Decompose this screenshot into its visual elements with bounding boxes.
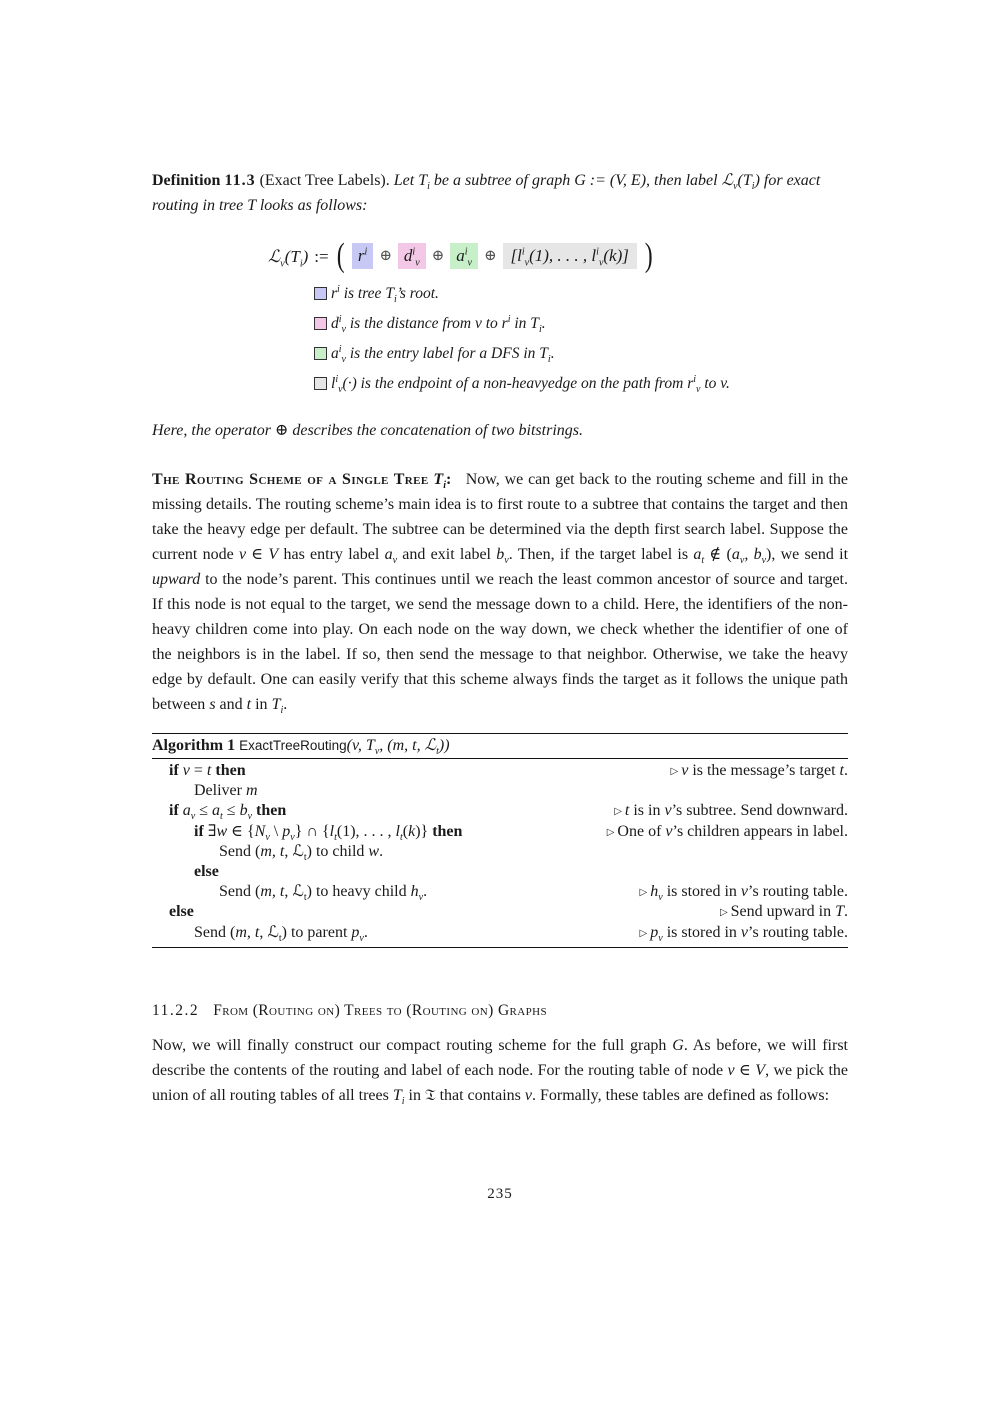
section-paragraph: Now, we will finally construct our compact routing scheme for the full graph G. As before, we will first describe the contents of the routing and label of each node. For the routing table of node v ∈ V, we pick the union of all routing tables of all trees $T_i$ in 𝔗 that contains v. Formally, these tables are defined as follows: [152, 1036, 849, 1107]
algorithm-label: Algorithm [152, 737, 224, 754]
formula-endpoints-term: [$l^i_v(1)$, . . . , $l^i_v(k)$] [503, 243, 637, 269]
definition-intro-4: for exact routing in tree [152, 172, 821, 214]
formula-entry-term: $a^i_v$ [450, 243, 478, 269]
legend-swatch-blue [314, 287, 327, 300]
definition-intro-1: Let [393, 172, 415, 189]
legend-item-root: $r^i$ is tree $T_i’s$ root. [314, 278, 848, 308]
formula-legend [314, 278, 848, 398]
formula-open-paren: ( [336, 237, 345, 274]
formula-distance-term: $d^i_v$ [398, 243, 426, 269]
label-formula [268, 236, 848, 276]
algorithm-box [152, 733, 848, 948]
section-title: From (Routing on) Trees to (Routing on) Graphs [213, 1001, 548, 1019]
legend-swatch-gray [314, 377, 327, 390]
section-heading [152, 998, 848, 1023]
definition-label: Definition [152, 172, 221, 189]
algorithm-line: Send (m, t, ℒ$_t$) to child w. [219, 842, 384, 863]
definition-note: Here, the operator ⊕ describes the concatenation of two bitstrings. [152, 422, 583, 439]
algorithm-line: Deliver m [194, 782, 258, 800]
algorithm-header: Algorithm 1 ExactTreeRouting(v, $T_v$, (m, t, ℒ$_t$)) [152, 734, 848, 759]
algorithm-line: if $a_v \le a_t \le b_v$ then ▷ t is in v’s subtree. Send downward. [169, 802, 848, 823]
algorithm-line: else [194, 862, 219, 880]
concat-operator: ⊕ [431, 247, 445, 264]
definition-block [152, 168, 848, 443]
legend-swatch-pink [314, 317, 327, 330]
formula-close-paren: ) [644, 237, 653, 274]
definition-intro-3: then label [654, 172, 718, 189]
section-number: 11.2.2 [152, 1001, 200, 1019]
formula-def-symbol: := [314, 246, 329, 266]
legend-swatch-green [314, 347, 327, 360]
algorithm-line: if v = t then ▷ v is the message’s target t. [169, 762, 848, 779]
algorithm-name: ExactTreeRouting [239, 738, 347, 753]
concat-operator: ⊕ [379, 247, 392, 264]
legend-item-entry: $a^i_v$ is the entry label for a DFS in $T_i$. [314, 338, 848, 368]
algorithm-body [152, 759, 848, 947]
algorithm-line: Send (m, t, ℒ$_t$) to heavy child $h_v$. ▷ $h_v$ is stored in v’s routing table. [219, 883, 848, 904]
formula-root-term: $r^i$ [352, 243, 373, 269]
concat-operator: ⊕ [483, 247, 497, 264]
algorithm-number: 1 [227, 737, 236, 754]
definition-intro-2: be a subtree of graph [433, 172, 571, 189]
legend-item-endpoint: $l^i_v(\cdot)$ is the endpoint of a non-heavyedge on the path from $r^i_v$ to v. [314, 368, 848, 398]
legend-item-distance: $d^i_v$ is the distance from v to $r^i$ in $T_i$. [314, 308, 848, 338]
definition-number: 11.3 [224, 172, 256, 189]
definition-name: (Exact Tree Labels). [259, 172, 390, 189]
routing-scheme-paragraph: The Routing Scheme of a Single Tree $T_i$: Now, we can get back to the routing scheme and fill in the missing details. The routing scheme’s main idea is to first route to a subtree that contains the target and then take the heavy edge per default. The subtree can be determined via the depth first search label. Suppose the current node v ∈ V has entry label $a_v$ and exit label $b_v$. Then, if the target label is $a_t$ ∉ ($a_v$, $b_v$), we send it upward to the node’s parent. This continues until we reach the least common ancestor of source and target. If this node is not equal to the target, we send the message down to a child. Here, the identifiers of the non-heavy children come into play. On each node on the way down, we check whether the identifier of one of the neighbors is in the label. If so, then send the message to that neighbor. Otherwise, we take the heavy edge by default. One can easily verify that this scheme always finds the target as it follows the unique path between s and t in $T_i$. [152, 471, 849, 717]
definition-intro-5: looks as follows: [259, 197, 368, 214]
algorithm-line: if ∃w ∈ {$N_v$ \ $p_v$} ∩ {$l_t(1)$, . . . , $l_t(k)$} then ▷ One of v’s children appears in label. [194, 822, 848, 843]
formula-lhs: $ℒ_v(T_i)$ [268, 246, 309, 269]
page-content [152, 168, 848, 1108]
definition-statement: Definition 11.3 (Exact Tree Labels). Let $T_i$ be a subtree of graph G := (V, E), then label $ℒ_v(T_i)$ for exact routing in tree T looks as follows: [152, 172, 821, 214]
routing-scheme-title: The Routing Scheme of a Single Tree [152, 471, 429, 488]
algorithm-line: else ▷ Send upward in T. [169, 903, 848, 921]
page-number: 235 [487, 1186, 513, 1202]
algorithm-line: Send (m, t, ℒ$_t$) to parent $p_v$. ▷ $p_v$ is stored in v’s routing table. [194, 923, 848, 944]
